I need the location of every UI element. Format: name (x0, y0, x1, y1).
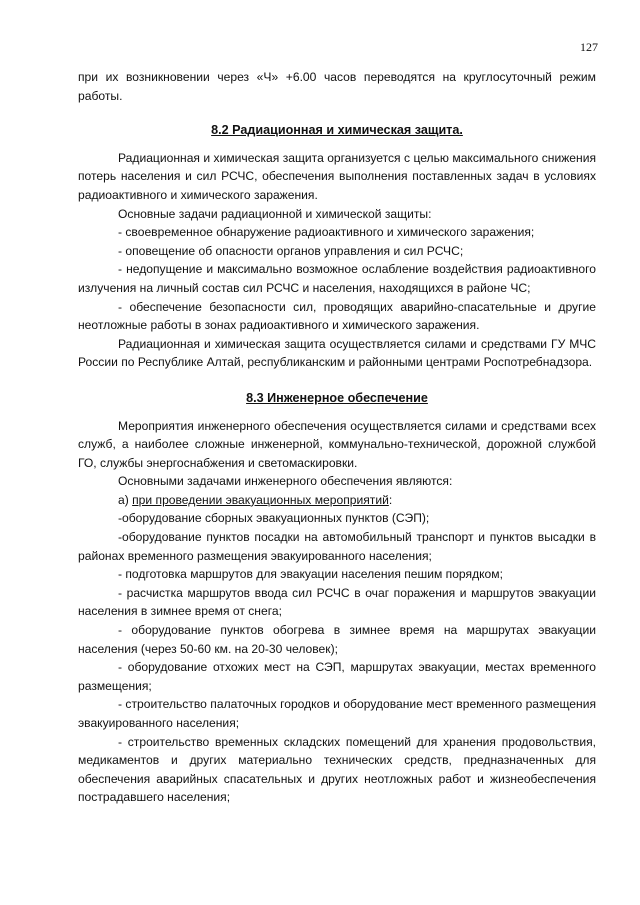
list-item: - оборудование отхожих мест на СЭП, маршрутах эвакуации, местах временного размещения; (78, 660, 596, 693)
section-heading-8-3: 8.3 Инженерное обеспечение (246, 390, 428, 405)
paragraph: Основные задачи радиационной и химической защиты: (118, 206, 432, 221)
list-item: - обеспечение безопасности сил, проводящих аварийно-спасательные и другие неотложные работы в зонах радиоактивного и химического заражения. (78, 299, 596, 333)
paragraph: Основными задачами инженерного обеспечения являются: (118, 474, 453, 489)
paragraph: Радиационная и химическая защита организуется с целью максимального снижения потерь населения и сил РСЧС, обеспечения выполнения поставленных задач в условиях радиоактивного и химического заражения. (78, 150, 596, 202)
list-item: - расчистка маршрутов ввода сил РСЧС в очаг поражения и маршрутов эвакуации населения в зимнее время от снега; (78, 585, 596, 619)
list-item: -оборудование сборных эвакуационных пунктов (СЭП); (118, 511, 430, 526)
list-item: - строительство палаточных городков и оборудование мест временного размещения эвакуированного населения; (78, 697, 596, 730)
list-item: - своевременное обнаружение радиоактивного и химического заражения; (118, 225, 535, 240)
list-item: - оборудование пунктов обогрева в зимнее время на маршрутах эвакуации населения (через 50-60 км. на 20-30 человек); (78, 623, 596, 656)
paragraph: Радиационная и химическая защита осуществляется силами и средствами ГУ МЧС России по Республике Алтай, республиканским и районными центрами Роспотребнадзора. (78, 336, 596, 370)
paragraph: Мероприятия инженерного обеспечения осуществляется силами и средствами всех служб, а наиболее сложные инженерной, коммунально-технической, дорожной службой ГО, службы энергоснабжения и светомаскировки. (78, 418, 596, 470)
page-number: 127 (580, 40, 598, 54)
list-item: - недопущение и максимально возможное ослабление воздействия радиоактивного излучения на личный состав сил РСЧС и населения, находящихся в районе ЧС; (78, 262, 596, 295)
list-item: - подготовка маршрутов для эвакуации населения пешим порядком; (118, 567, 503, 582)
document-body (78, 68, 596, 807)
sub-heading-prefix: а) (118, 492, 133, 507)
sub-heading-label: при проведении эвакуационных мероприятий (132, 492, 389, 507)
intro-paragraph: при их возникновении через «Ч» +6.00 часов переводятся на круглосуточный режим работы. (78, 70, 596, 103)
list-item: - строительство временных складских помещений для хранения продовольствия, медикаментов и других материально технических средств, предназначенных для обеспечения аварийных спасательных и других неотложных работ и жизнеобеспечения пострадавшего населения; (78, 734, 596, 805)
list-item: - оповещение об опасности органов управления и сил РСЧС; (118, 243, 464, 258)
list-item: -оборудование пунктов посадки на автомобильный транспорт и пунктов высадки в районах временного размещения эвакуированного населения; (78, 530, 596, 563)
section-heading-8-2: 8.2 Радиационная и химическая защита. (211, 123, 463, 138)
sub-heading-suffix: : (388, 492, 393, 507)
sub-heading-a (78, 491, 596, 510)
